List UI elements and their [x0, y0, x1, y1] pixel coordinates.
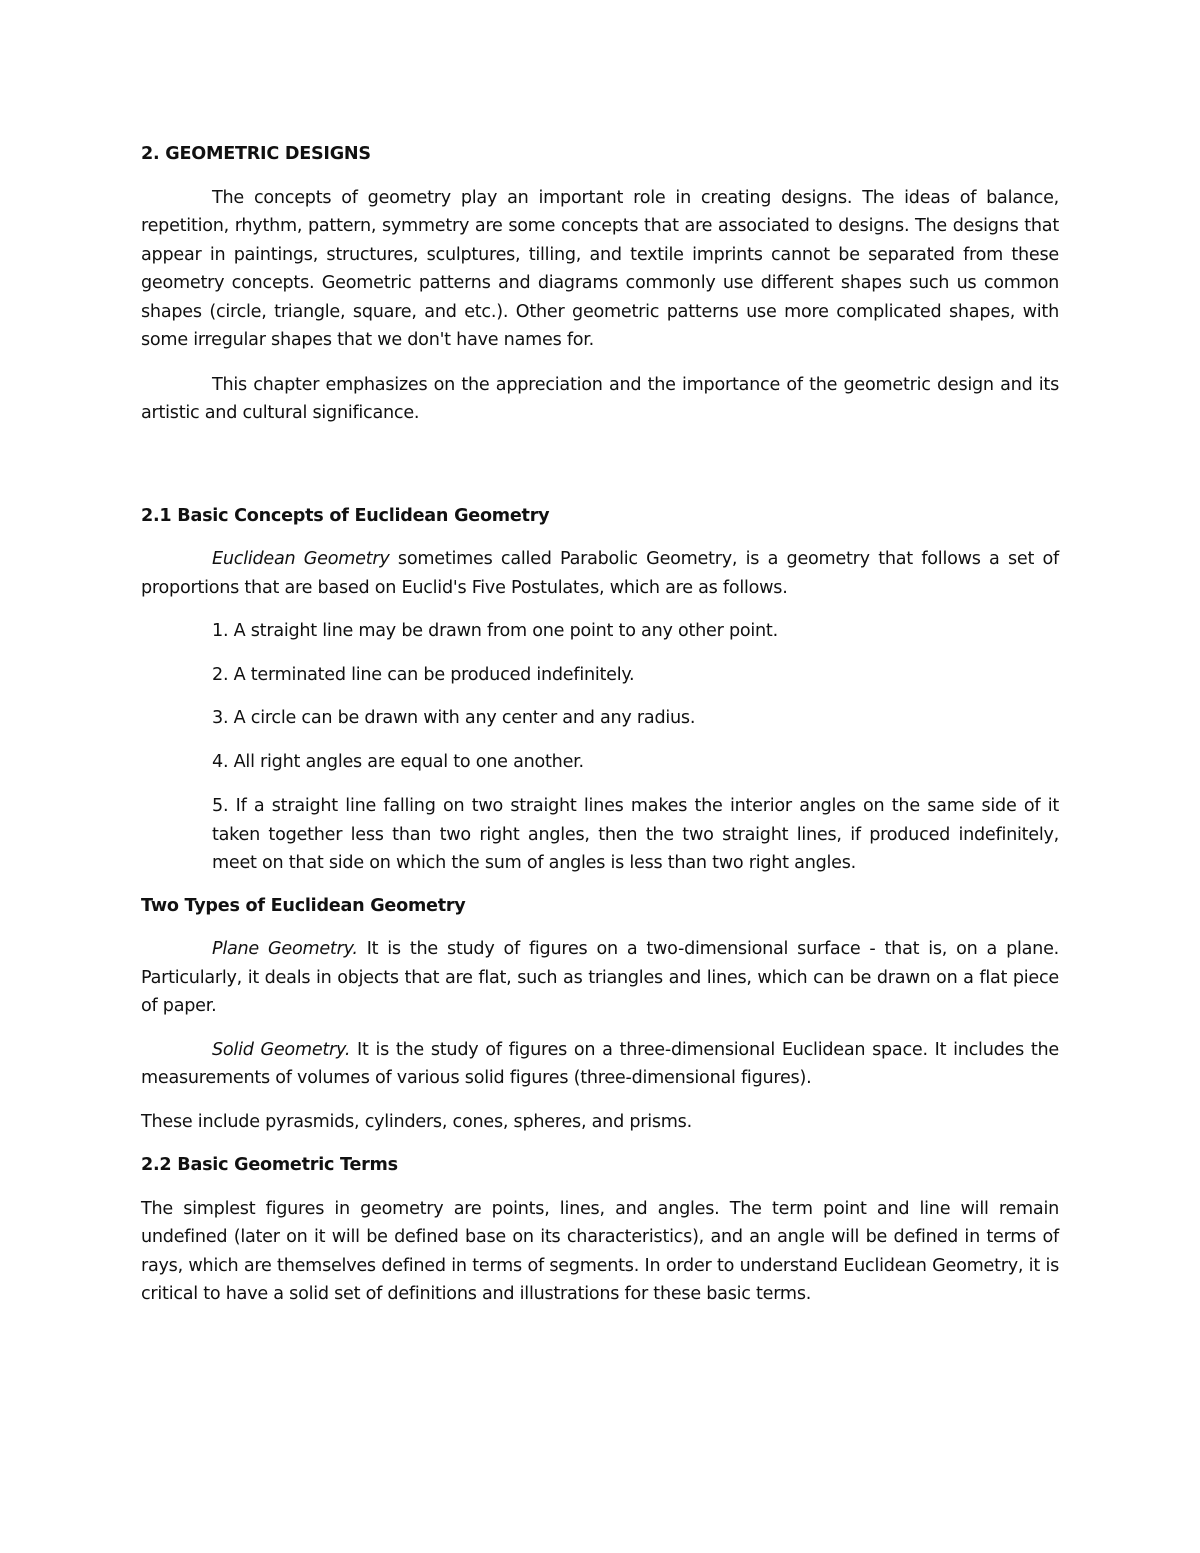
plane-geometry-term: Plane Geometry.: [212, 939, 358, 959]
postulate-number: 3.: [212, 708, 229, 728]
subsection-title-2-2: 2.2 Basic Geometric Terms: [141, 1155, 398, 1175]
postulate-text: A circle can be drawn with any center and any radius.: [233, 708, 696, 728]
postulate-item: [141, 617, 1059, 646]
postulate-item: [141, 748, 1059, 777]
postulates-list: [141, 617, 1059, 878]
solid-geometry-term: Solid Geometry.: [212, 1039, 351, 1060]
solid-geometry-paragraph: [141, 1036, 1059, 1093]
types-title: Two Types of Euclidean Geometry: [141, 895, 466, 916]
postulate-number: 5.: [212, 796, 229, 816]
solid-examples: These include pyrasmids, cylinders, cones, spheres, and prisms.: [141, 1111, 692, 1132]
basic-terms-paragraph: The simplest figures in geometry are points, lines, and angles. The term point and line will remain undefined (later on it will be defined base on its characteristics), and an angle will be defined in terms of rays, which are themselves defined in terms of segments. In order to understand Euclidean Geometry, it is critical to have a solid set of definitions and illustrations for these basic terms.: [141, 1198, 1059, 1304]
euclidean-definition-text: sometimes called Parabolic Geometry, is a geometry that follows a set of proportions that are based on Euclid's Five Postulates, which are as follows.: [141, 549, 1059, 598]
postulate-text: All right angles are equal to one another.: [233, 751, 584, 772]
page-content: [141, 140, 1059, 1309]
intro-paragraph-1: The concepts of geometry play an important role in creating designs. The ideas of balance, repetition, rhythm, pattern, symmetry are some concepts that are associated to designs. The designs that appear in paintings, structures, sculptures, tilling, and textile imprints cannot be separated from these geometry concepts. Geometric patterns and diagrams commonly use different shapes such us common shapes (circle, triangle, square, and etc.). Other geometric patterns use more complicated shapes, with some irregular shapes that we don't have names for.: [141, 187, 1059, 350]
postulate-item: [141, 704, 1059, 733]
solid-geometry-text: It is the study of figures on a three-dimensional Euclidean space. It includes the measurements of volumes of various solid figures (three-dimensional figures).: [141, 1039, 1059, 1088]
subsection-title-2-1: 2.1 Basic Concepts of Euclidean Geometry: [141, 505, 550, 526]
postulate-item: [141, 661, 1059, 690]
section-title: 2. GEOMETRIC DESIGNS: [141, 144, 371, 164]
euclidean-geometry-term: Euclidean Geometry: [212, 549, 390, 569]
postulate-text: A terminated line can be produced indefinitely.: [233, 664, 635, 685]
postulate-number: 4.: [212, 751, 229, 772]
intro-paragraph-2: This chapter emphasizes on the appreciation and the importance of the geometric design and its artistic and cultural significance.: [141, 374, 1059, 423]
postulate-text: A straight line may be drawn from one point to any other point.: [233, 621, 778, 641]
postulate-text: If a straight line falling on two straight lines makes the interior angles on the same side of it taken together less than two right angles, then the two straight lines, if produced indefinitely, meet on that side on which the sum of angles is less than two right angles.: [212, 796, 1059, 873]
postulate-item: [141, 792, 1059, 878]
postulate-number: 2.: [212, 664, 229, 685]
plane-geometry-text: It is the study of figures on a two-dimensional surface - that is, on a plane. Particularly, it deals in objects that are flat, such as triangles and lines, which can be drawn on a flat piece of paper.: [141, 939, 1059, 1016]
plane-geometry-paragraph: [141, 935, 1059, 1021]
euclidean-definition-paragraph: [141, 545, 1059, 602]
postulate-number: 1.: [212, 621, 229, 641]
